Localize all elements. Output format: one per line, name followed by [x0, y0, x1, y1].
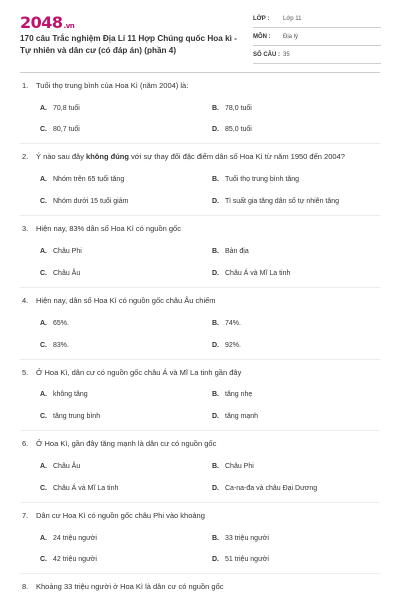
meta-value: Lớp 11 — [283, 16, 302, 22]
option-letter: D. — [212, 198, 219, 205]
option-letter: A. — [40, 248, 47, 255]
option-letter: B. — [212, 320, 219, 327]
question-text — [22, 152, 382, 162]
question-divider — [20, 430, 380, 431]
meta-row-count — [253, 49, 381, 64]
meta-row-class — [253, 13, 381, 28]
option-text: 92%. — [225, 342, 241, 349]
logo-main-text: 2048 — [20, 13, 63, 32]
option-d[interactable] — [212, 413, 258, 420]
question-stem-end: với sự thay đổi đặc điểm dân số Hoa Kì từ năm 1950 đến 2004? — [128, 152, 345, 161]
question-divider — [20, 502, 380, 503]
question-text — [22, 368, 382, 378]
option-c[interactable] — [40, 413, 100, 420]
option-c[interactable] — [40, 342, 69, 349]
option-text: 70,8 tuổi — [53, 105, 80, 112]
question-number: 1. — [22, 81, 29, 90]
option-text: 65%. — [53, 320, 69, 327]
question-divider — [20, 573, 380, 574]
question-8 — [22, 582, 382, 592]
option-text: Châu Âu — [53, 463, 81, 470]
option-letter: D. — [212, 485, 219, 492]
question-number: 6. — [22, 439, 29, 448]
meta-value: Địa lý — [283, 34, 299, 40]
option-c[interactable] — [40, 198, 128, 205]
option-letter: D. — [212, 342, 219, 349]
option-a[interactable] — [40, 248, 82, 255]
question-5 — [22, 368, 382, 378]
option-text: Bản địa — [225, 248, 249, 255]
meta-info — [253, 13, 381, 67]
option-letter: D. — [212, 556, 219, 563]
option-a[interactable] — [40, 391, 88, 398]
option-text: 51 triệu người — [225, 556, 269, 563]
option-text: không tăng — [53, 391, 88, 398]
option-c[interactable] — [40, 126, 80, 133]
option-b[interactable] — [212, 535, 269, 542]
question-number: 8. — [22, 582, 29, 591]
option-text: Tỉ suất gia tăng dân số tự nhiên tăng — [225, 198, 340, 205]
question-divider — [20, 143, 380, 144]
option-text: tăng mạnh — [225, 413, 259, 420]
meta-row-subject — [253, 31, 381, 46]
option-letter: B. — [212, 248, 219, 255]
option-text: Ca-na-đa và châu Đại Dương — [225, 485, 318, 492]
meta-label: LỚP : — [253, 16, 270, 22]
option-a[interactable] — [40, 535, 97, 542]
option-text: 33 triệu người — [225, 535, 269, 542]
question-stem: Khoảng 33 triệu người ở Hoa Kì là dân cư có nguồn gốc — [36, 582, 224, 591]
option-letter: C. — [40, 270, 47, 277]
option-text: Châu Phi — [225, 463, 254, 470]
question-text — [22, 296, 382, 306]
option-text: 80,7 tuổi — [53, 126, 80, 133]
option-text: 85,0 tuổi — [225, 126, 252, 133]
option-letter: A. — [40, 176, 47, 183]
document-header — [0, 0, 400, 72]
option-text: tăng trung bình — [53, 413, 101, 420]
question-text — [22, 511, 382, 521]
option-text: Châu Phi — [53, 248, 82, 255]
question-stem: Ở Hoa Kì, dân cư có nguồn gốc châu Á và Mĩ La tinh gần đây — [36, 368, 242, 377]
option-b[interactable] — [212, 463, 254, 470]
option-text: 83%. — [53, 342, 69, 349]
question-emphasis: không đúng — [86, 152, 129, 161]
option-a[interactable] — [40, 320, 69, 327]
question-number: 7. — [22, 511, 29, 520]
option-d[interactable] — [212, 485, 317, 492]
question-4 — [22, 296, 382, 306]
option-text: tăng nhẹ — [225, 391, 253, 398]
option-letter: A. — [40, 463, 47, 470]
question-stem: Ý nào sau đây — [36, 152, 87, 161]
option-d[interactable] — [212, 126, 252, 133]
question-3 — [22, 224, 382, 234]
option-letter: A. — [40, 105, 47, 112]
logo-suffix-text: .vn — [63, 22, 75, 30]
option-letter: A. — [40, 535, 47, 542]
option-letter: C. — [40, 556, 47, 563]
question-2 — [22, 152, 382, 162]
question-7 — [22, 511, 382, 521]
question-stem: Dân cư Hoa Kì có nguồn gốc châu Phi vào khoảng — [36, 511, 205, 520]
option-b[interactable] — [212, 320, 241, 327]
question-stem: Tuổi thọ trung bình của Hoa Kì (năm 2004) là: — [36, 81, 189, 90]
option-letter: A. — [40, 391, 47, 398]
option-a[interactable] — [40, 176, 124, 183]
option-letter: B. — [212, 176, 219, 183]
question-6 — [22, 439, 382, 449]
question-text — [22, 224, 382, 234]
option-text: Châu Á và Mĩ La tinh — [225, 270, 291, 277]
question-divider — [20, 215, 380, 216]
option-text: Nhóm dưới 15 tuổi giảm — [53, 198, 129, 205]
question-1 — [22, 81, 382, 91]
question-text — [22, 582, 382, 592]
option-d[interactable] — [212, 342, 241, 349]
question-stem: Hiện nay, dân số Hoa Kì có nguồn gốc châu Âu chiếm — [36, 296, 216, 305]
option-letter: C. — [40, 198, 47, 205]
question-number: 2. — [22, 152, 29, 161]
option-c[interactable] — [40, 485, 118, 492]
option-letter: A. — [40, 320, 47, 327]
option-text: 24 triệu người — [53, 535, 97, 542]
option-letter: D. — [212, 270, 219, 277]
option-d[interactable] — [212, 556, 269, 563]
option-letter: B. — [212, 105, 219, 112]
option-text: 78,0 tuổi — [225, 105, 252, 112]
meta-label: MÔN : — [253, 34, 271, 40]
option-letter: D. — [212, 126, 219, 133]
option-text: 74%. — [225, 320, 241, 327]
option-c[interactable] — [40, 556, 97, 563]
question-divider — [20, 359, 380, 360]
option-letter: B. — [212, 391, 219, 398]
option-letter: C. — [40, 126, 47, 133]
option-b[interactable] — [212, 391, 252, 398]
meta-label: SỐ CÂU : — [253, 52, 280, 58]
document-title: 170 câu Trắc nghiệm Địa Lí 11 Hợp Chúng quốc Hoa kì - Tự nhiên và dân cư (có đáp án) (phần 4) — [20, 34, 237, 55]
question-stem: Hiện nay, 83% dân số Hoa Kì có nguồn gốc — [36, 224, 181, 233]
option-a[interactable] — [40, 105, 80, 112]
meta-value: 35 — [283, 52, 290, 58]
option-text: Châu Âu — [53, 270, 81, 277]
header-divider — [20, 72, 380, 73]
question-text — [22, 439, 382, 449]
option-text: Tuổi thọ trung bình tăng — [225, 176, 300, 183]
option-d[interactable] — [212, 198, 339, 205]
option-d[interactable] — [212, 270, 290, 277]
option-letter: C. — [40, 485, 47, 492]
option-letter: B. — [212, 463, 219, 470]
question-stem: Ở Hoa Kì, gần đây tăng mạnh là dân cư có nguồn gốc — [36, 439, 217, 448]
option-letter: C. — [40, 413, 47, 420]
option-letter: C. — [40, 342, 47, 349]
option-letter: B. — [212, 535, 219, 542]
option-text: 42 triệu người — [53, 556, 97, 563]
option-b[interactable] — [212, 248, 249, 255]
option-text: Châu Á và Mĩ La tinh — [53, 485, 119, 492]
option-letter: D. — [212, 413, 219, 420]
question-divider — [20, 287, 380, 288]
option-a[interactable] — [40, 463, 80, 470]
option-b[interactable] — [212, 176, 299, 183]
question-number: 5. — [22, 368, 29, 377]
question-text — [22, 81, 382, 91]
site-logo[interactable] — [20, 13, 74, 32]
question-number: 3. — [22, 224, 29, 233]
question-number: 4. — [22, 296, 29, 305]
option-c[interactable] — [40, 270, 80, 277]
option-b[interactable] — [212, 105, 252, 112]
option-text: Nhóm trên 65 tuổi tăng — [53, 176, 125, 183]
